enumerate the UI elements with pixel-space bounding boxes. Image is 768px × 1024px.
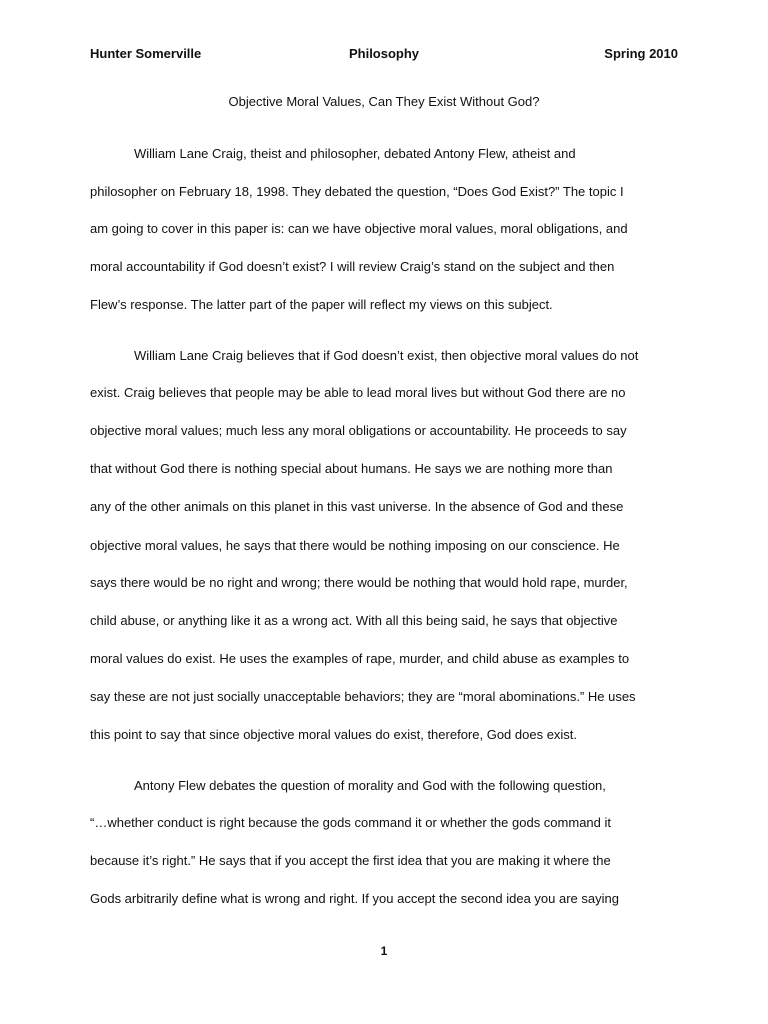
paragraph-line: say these are not just socially unacceptable behaviors; they are “moral abominations.” He uses — [90, 689, 636, 704]
paragraph-line: Gods arbitrarily define what is wrong and right. If you accept the second idea you are saying — [90, 891, 619, 906]
paragraph-line: philosopher on February 18, 1998. They debated the question, “Does God Exist?” The topic I — [90, 184, 624, 199]
header-subject: Philosophy — [348, 46, 420, 61]
paragraph-line: am going to cover in this paper is: can we have objective moral values, moral obligations, and — [90, 221, 628, 236]
paragraph-line: this point to say that since objective moral values do exist, therefore, God does exist. — [90, 727, 578, 742]
paragraph-line: “…whether conduct is right because the gods command it or whether the gods command it — [90, 815, 611, 830]
paragraph-line: exist. Craig believes that people may be able to lead moral lives but without God there are no — [90, 385, 626, 400]
header-term: Spring 2010 — [604, 46, 678, 61]
paragraph-line: moral accountability if God doesn’t exist? I will review Craig’s stand on the subject and then — [90, 259, 615, 274]
paragraph-line: any of the other animals on this planet in this vast universe. In the absence of God and these — [90, 499, 624, 514]
page-number: 1 — [380, 944, 388, 958]
paragraph-line: says there would be no right and wrong; there would be nothing that would hold rape, murder, — [90, 575, 628, 590]
paragraph-line: Flew’s response. The latter part of the paper will reflect my views on this subject. — [90, 297, 553, 312]
paragraph-line: William Lane Craig believes that if God doesn’t exist, then objective moral values do not — [134, 348, 639, 363]
paragraph-line: William Lane Craig, theist and philosopher, debated Antony Flew, atheist and — [134, 146, 576, 161]
paragraph-line: child abuse, or anything like it as a wrong act. With all this being said, he says that objective — [90, 613, 618, 628]
paragraph-line: objective moral values, he says that there would be nothing imposing on our conscience. He — [90, 538, 620, 553]
page-header — [90, 46, 678, 66]
document-title: Objective Moral Values, Can They Exist Without God? — [228, 94, 540, 109]
paragraph-line: objective moral values; much less any moral obligations or accountability. He proceeds to say — [90, 423, 627, 438]
paragraph-line: because it’s right.” He says that if you accept the first idea that you are making it where the — [90, 853, 611, 868]
paragraph-line: moral values do exist. He uses the examples of rape, murder, and child abuse as examples to — [90, 651, 630, 666]
header-author: Hunter Somerville — [90, 46, 202, 61]
paragraph-line: Antony Flew debates the question of morality and God with the following question, — [134, 778, 606, 793]
paragraph-line: that without God there is nothing special about humans. He says we are nothing more than — [90, 461, 613, 476]
